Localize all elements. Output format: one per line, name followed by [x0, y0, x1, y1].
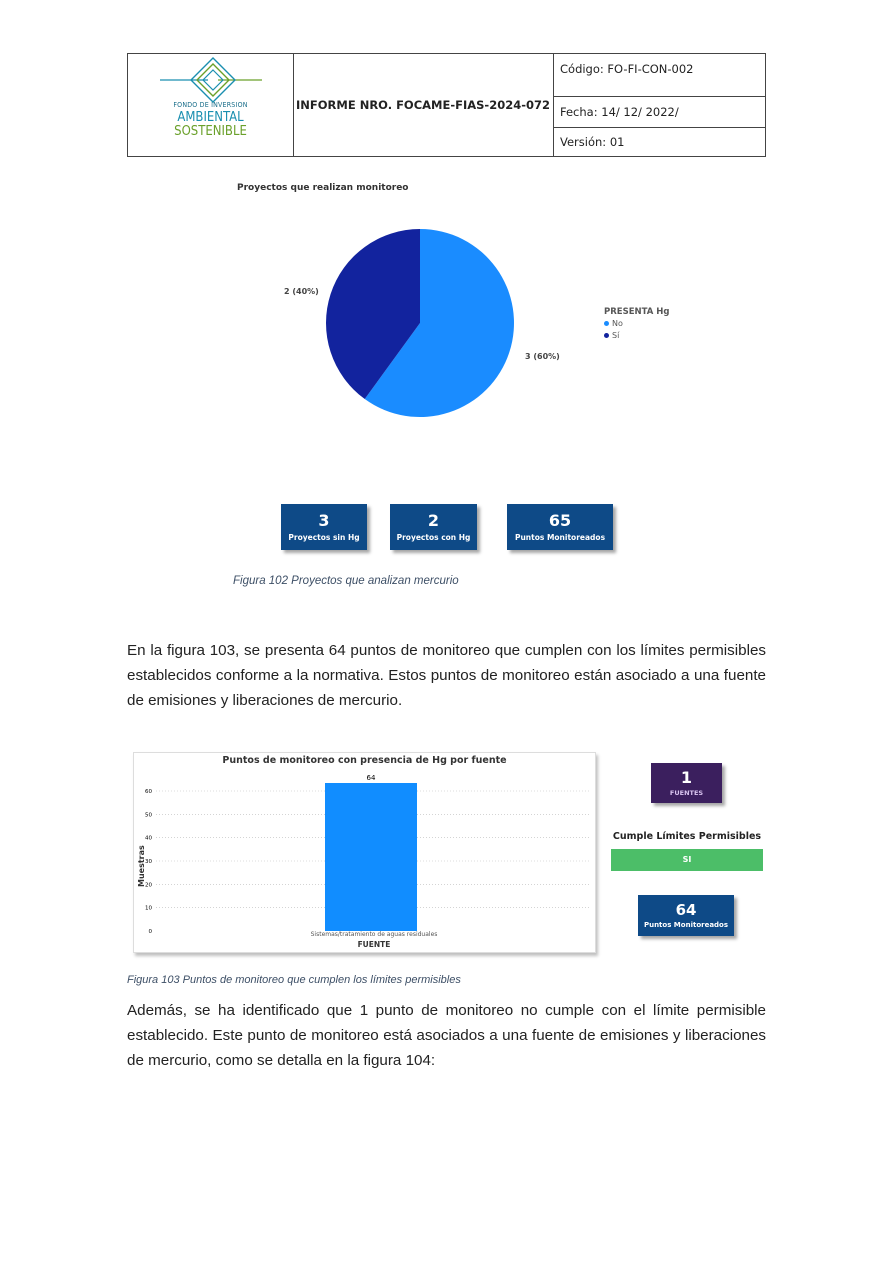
- kpi-label: Proyectos sin Hg: [288, 533, 360, 542]
- logo-text-sostenible: SOSTENIBLE: [174, 124, 247, 139]
- pie-label-no: 3 (60%): [525, 352, 560, 361]
- pie-chart-title: Proyectos que realizan monitoreo: [237, 183, 409, 193]
- logo-text-small: FONDO DE INVERSION: [173, 101, 248, 109]
- kpi-fuentes: [651, 763, 722, 803]
- report-title-cell: [293, 54, 554, 156]
- document-header: [127, 53, 766, 157]
- pie-legend-item-si: [604, 331, 619, 340]
- kpi-label: Puntos Monitoreados: [643, 921, 729, 929]
- cumple-limites-value: SI: [611, 849, 763, 871]
- bar-chart: [134, 753, 595, 952]
- y-tick-label: 20: [145, 882, 152, 889]
- y-tick-label: 40: [145, 835, 152, 842]
- pie-legend-title: PRESENTA Hg: [604, 307, 670, 317]
- y-tick-label: 50: [145, 812, 152, 819]
- kpi-value: 2: [427, 511, 440, 530]
- legend-dot-si: [604, 333, 609, 338]
- bar-chart-panel: [133, 752, 596, 953]
- bar-chart-title: Puntos de monitoreo con presencia de Hg por fuente: [222, 755, 507, 766]
- figure-103-caption: Figura 103 Puntos de monitoreo que cumplen los límites permisibles: [127, 974, 461, 986]
- kpi-label: FUENTES: [669, 789, 704, 797]
- paragraph-2: Además, se ha identificado que 1 punto de monitoreo no cumple con el límite permisible establecido. Este punto de monitoreo está asociados a una fuente de emisiones y liberaciones de mercurio, como se detalla en la figura 104:: [127, 1002, 766, 1069]
- logo-text-ambiental: AMBIENTAL: [177, 110, 244, 125]
- logo-mark: [158, 56, 268, 104]
- meta-codigo: Código: FO-FI-CON-002: [554, 54, 765, 97]
- legend-dot-no: [604, 321, 609, 326]
- kpi-value: 65: [548, 511, 572, 530]
- y-tick-label: 60: [145, 789, 152, 795]
- report-title: INFORME NRO. FOCAME-FIAS-2024-072: [296, 98, 550, 112]
- legend-label-si: Sí: [612, 331, 620, 340]
- legend-label-no: No: [612, 319, 623, 328]
- kpi-puntos-monitoreados: [638, 895, 734, 936]
- logo-cell: [128, 54, 294, 156]
- y-tick-label: 0: [148, 929, 152, 935]
- kpi-value: 3: [318, 511, 330, 530]
- y-tick-label: 10: [145, 905, 152, 912]
- kpi-label: Puntos Monitoreados: [514, 533, 606, 542]
- kpi-puntos-monitoreados-total: [507, 504, 613, 550]
- bar-data-label: 64: [366, 774, 376, 782]
- kpi-label: Proyectos con Hg: [396, 533, 471, 542]
- pie-label-si: 2 (40%): [284, 287, 319, 296]
- pie-legend-item-no: [604, 319, 623, 328]
- bar-category-label: Sistemas/tratamiento de aguas residuales: [310, 931, 438, 938]
- meta-fecha: Fecha: 14/ 12/ 2022/: [554, 97, 765, 128]
- bar-chart-ylabel: Muestras: [137, 845, 146, 887]
- kpi-proyectos-con-hg: [390, 504, 477, 550]
- bar-0: [325, 783, 417, 931]
- y-tick-label: 30: [145, 859, 152, 865]
- kpi-value: 64: [675, 901, 697, 919]
- figure-102-caption: Figura 102 Proyectos que analizan mercurio: [233, 575, 459, 587]
- paragraph-1: En la figura 103, se presenta 64 puntos de monitoreo que cumplen con los límites permisibles establecidos conforme a la normativa. Estos puntos de monitoreo están asociado a una fuente de emisiones y liberaciones de mercurio.: [127, 642, 766, 709]
- kpi-proyectos-sin-hg: [281, 504, 367, 550]
- cumple-limites-title: Cumple Límites Permisibles: [612, 831, 762, 842]
- meta-version: Versión: 01: [560, 135, 625, 149]
- pie-chart: [320, 222, 520, 422]
- bar-chart-xlabel: FUENTE: [357, 940, 391, 949]
- kpi-value: 1: [680, 768, 693, 787]
